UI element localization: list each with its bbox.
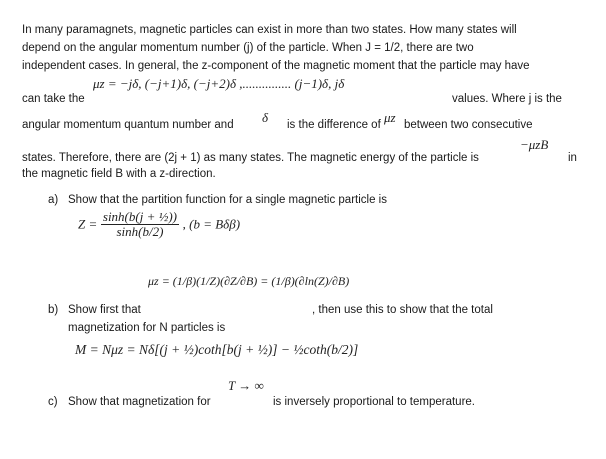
- z-equals: Z =: [78, 216, 98, 232]
- intro-line-3: independent cases. In general, the z-component of the magnetic moment that the particle may have: [22, 60, 530, 72]
- intro-line-1: In many paramagnets, magnetic particles can exist in more than two states. How many states will: [22, 24, 517, 36]
- part-c-text-1: Show that magnetization for: [68, 396, 211, 408]
- states-line: states. Therefore, there are (2j + 1) as many states. The magnetic energy of the particle is: [22, 152, 479, 164]
- is-difference-text: is the difference of: [287, 119, 381, 131]
- part-a-label: a): [48, 194, 59, 206]
- angular-text: angular momentum quantum number and: [22, 119, 234, 131]
- mu-average-equation: μz = (1/β)(1/Z)(∂Z/∂B) = (1/β)(∂ln(Z)/∂B): [148, 274, 350, 288]
- field-line: the magnetic field B with a z-direction.: [22, 168, 216, 180]
- between-text: between two consecutive: [404, 119, 533, 131]
- mu-symbol: μz: [384, 110, 396, 125]
- intro-line-2: depend on the angular momentum number (j) of the particle. When J = 1/2, there are two: [22, 42, 474, 54]
- part-c-text-2: is inversely proportional to temperature.: [273, 396, 475, 408]
- partition-numerator: sinh(b(j + ½)): [102, 209, 178, 224]
- part-a-text: Show that the partition function for a single magnetic particle is: [68, 194, 387, 206]
- b-definition: , (b = Bδβ): [182, 216, 241, 232]
- partition-denominator: sinh(b/2): [116, 224, 164, 239]
- states-equation: μz = −jδ, (−j+1)δ, (−j+2)δ ,............... (j−1)δ, jδ: [93, 76, 345, 91]
- temperature-limit: T → ∞: [228, 378, 264, 393]
- can-take-text: can take the: [22, 93, 85, 105]
- partition-function-equation: [78, 210, 240, 239]
- delta-symbol: δ: [262, 110, 269, 125]
- partition-fraction: [101, 210, 179, 239]
- in-text: in: [568, 152, 577, 164]
- part-b-text-3: magnetization for N particles is: [68, 322, 226, 334]
- values-where-text: values. Where j is the: [452, 93, 562, 105]
- magnetization-equation: M = Nμz = Nδ[(j + ½)coth[b(j + ½)] − ½coth(b/2)]: [75, 342, 359, 357]
- energy-symbol: −μzB: [520, 137, 549, 152]
- part-b-text-2: , then use this to show that the total: [312, 304, 493, 316]
- part-b-label: b): [48, 304, 59, 316]
- part-b-text-1: Show first that: [68, 304, 141, 316]
- part-c-label: c): [48, 396, 58, 408]
